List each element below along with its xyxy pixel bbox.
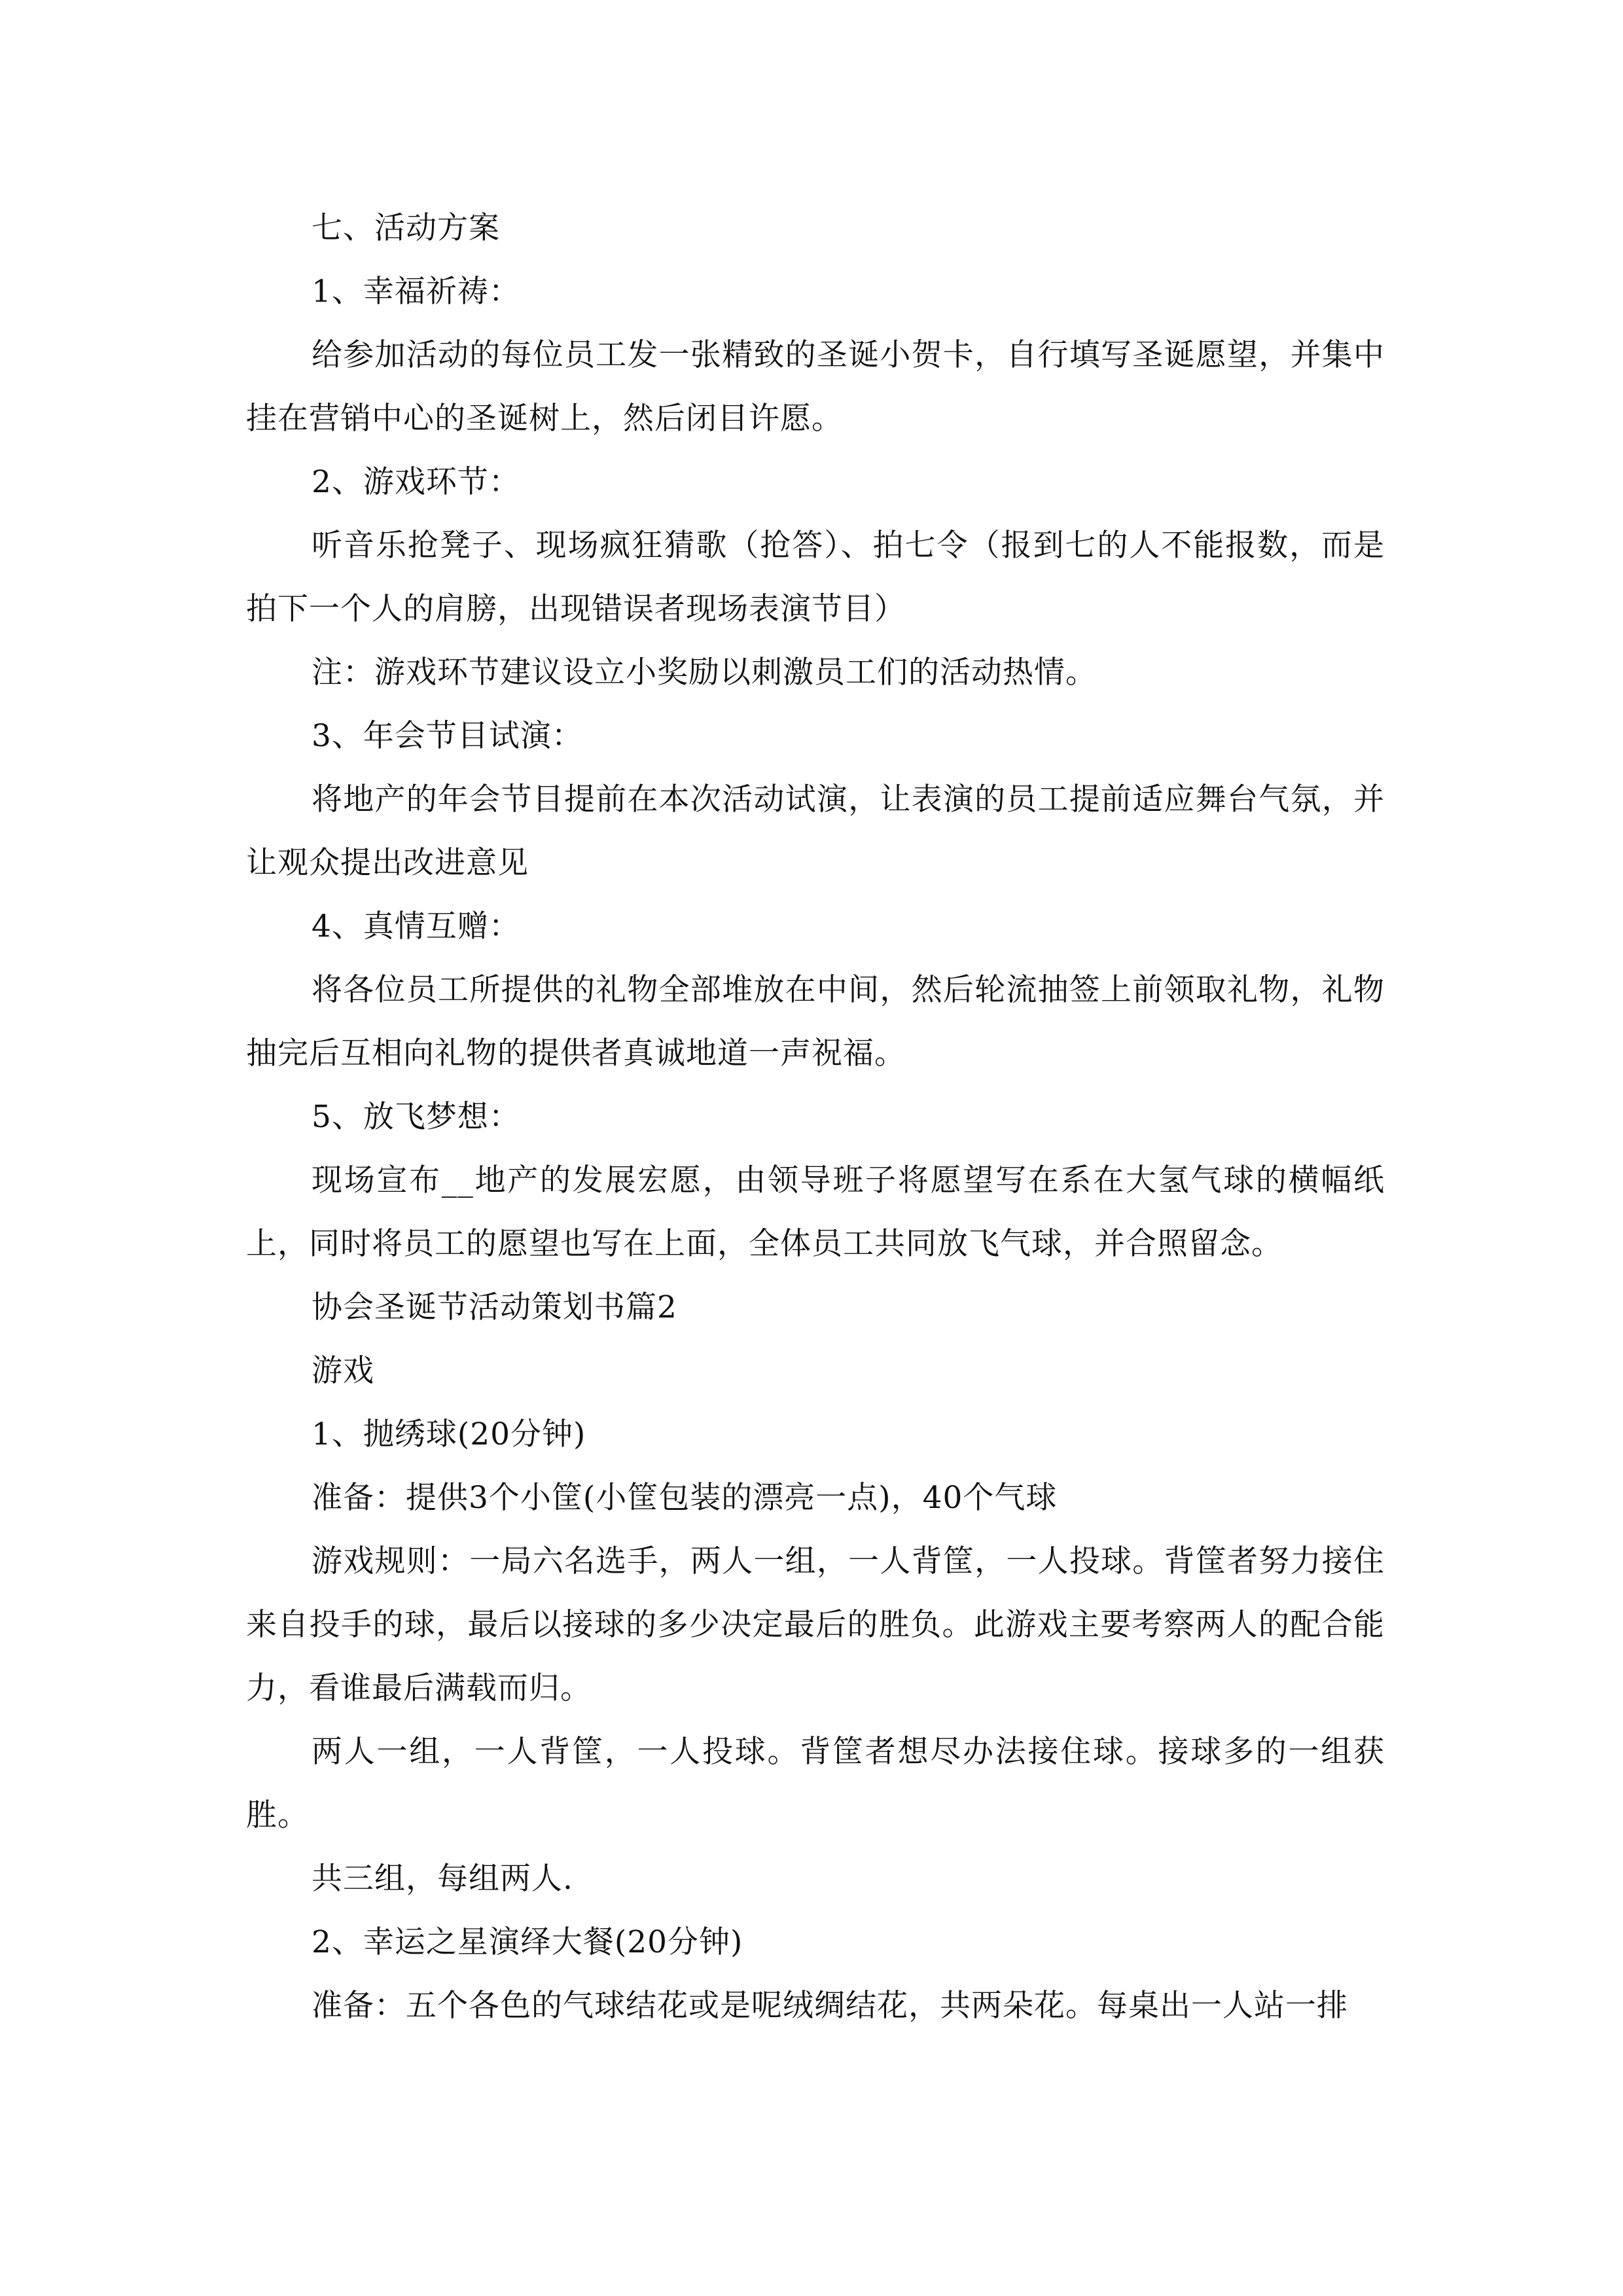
- paragraph-games-note: 注：游戏环节建议设立小奖励以刺激员工们的活动热情。: [312, 655, 1097, 691]
- paragraph-lucky-star-prep: 准备：五个各色的气球结花或是呢绒绸结花，共两朵花。每桌出一人站一排: [312, 1988, 1348, 2024]
- paragraph-ball-toss-groups: 共三组，每组两人.: [312, 1861, 573, 1897]
- paragraph-rehearsal: 将地产的年会节目提前在本次活动试演，让表演的员工提前适应舞台气氛，并让观众提出改进意见: [246, 781, 1385, 881]
- document-body: [246, 196, 1385, 2037]
- item-heading-games: 2、游戏环节：: [312, 464, 520, 500]
- section-heading-activity-plan: 七、活动方案: [312, 210, 500, 246]
- paragraph-ball-toss-prep: 准备：提供3个小筐(小筐包装的漂亮一点)，40个气球: [312, 1480, 1058, 1516]
- section-title-plan-2: 协会圣诞节活动策划书篇2: [312, 1289, 677, 1325]
- item-heading-lucky-star: 2、幸运之星演绎大餐(20分钟): [312, 1924, 743, 1960]
- subheading-games: 游戏: [312, 1353, 374, 1389]
- paragraph-blessing: 给参加活动的每位员工发一张精致的圣诞小贺卡，自行填写圣诞愿望，并集中挂在营销中心的圣诞树上，然后闭目许愿。: [246, 337, 1385, 437]
- item-heading-ball-toss: 1、抛绣球(20分钟): [312, 1416, 586, 1452]
- paragraph-ball-toss-summary: 两人一组，一人背筐，一人投球。背筐者想尽办法接住球。接球多的一组获胜。: [246, 1734, 1385, 1833]
- item-heading-gift-exchange: 4、真情互赠：: [312, 908, 520, 944]
- paragraph-dreams: 现场宣布__地产的发展宏愿，由领导班子将愿望写在系在大氢气球的横幅纸上，同时将员工的愿望也写在上面，全体员工共同放飞气球，并合照留念。: [246, 1162, 1385, 1262]
- paragraph-ball-toss-rules: 游戏规则：一局六名选手，两人一组，一人背筐，一人投球。背筐者努力接住来自投手的球，最后以接球的多少决定最后的胜负。此游戏主要考察两人的配合能力，看谁最后满载而归。: [246, 1543, 1385, 1706]
- paragraph-gift-exchange: 将各位员工所提供的礼物全部堆放在中间，然后轮流抽签上前领取礼物，礼物抽完后互相向礼物的提供者真诚地道一声祝福。: [246, 972, 1385, 1071]
- item-heading-blessing: 1、幸福祈祷：: [312, 274, 520, 310]
- item-heading-rehearsal: 3、年会节目试演：: [312, 718, 583, 754]
- item-heading-dreams: 5、放飞梦想：: [312, 1099, 520, 1135]
- paragraph-games: 听音乐抢凳子、现场疯狂猜歌（抢答）、拍七令（报到七的人不能报数，而是拍下一个人的肩膀，出现错误者现场表演节目）: [246, 528, 1385, 627]
